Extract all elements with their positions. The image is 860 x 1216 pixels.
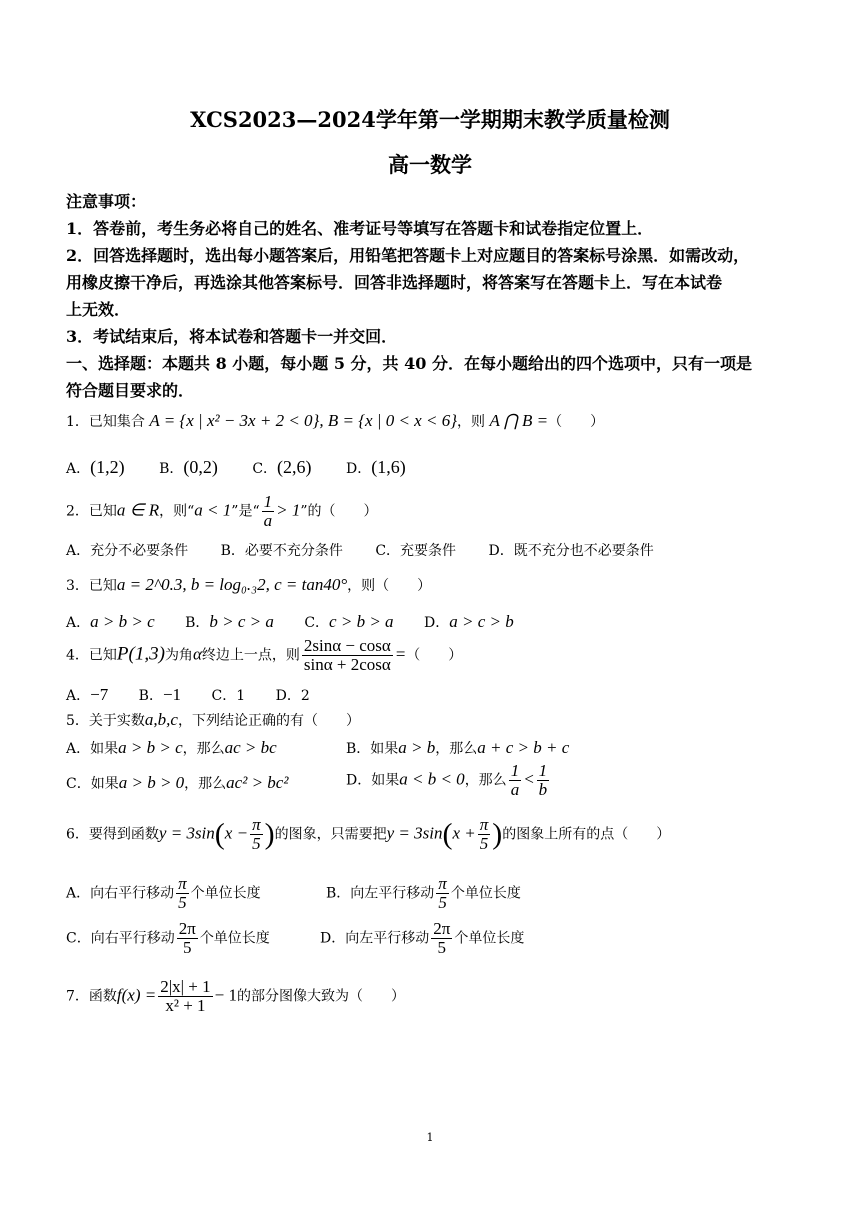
notice-heading: 注意事项：	[66, 192, 147, 211]
exam-title: XCS2023—2024学年第一学期期末教学质量检测	[190, 107, 670, 132]
q6-option-b: B．向左平行移动 $\frac{\pi}{5}$ 个单位长度	[326, 874, 521, 912]
q4-point: P(1,3)	[116, 643, 165, 665]
q1-prefix: 1．已知集合	[66, 414, 145, 430]
page-number: 1	[426, 1131, 434, 1144]
q4-option-b: B．−1	[138, 685, 182, 704]
q2-condition: a ∈ R	[116, 500, 160, 520]
q4-options	[66, 685, 310, 705]
q4-option-d: D．2	[275, 688, 310, 704]
q3-option-b: B．b > c > a	[185, 612, 274, 631]
q1-sets: A = {x | x² − 3x + 2 < 0}, B = {x | 0 < x < 6}	[149, 411, 458, 430]
notice-item-3: 3．考试结束后，将本试卷和答题卡一并交回．	[66, 327, 398, 346]
q4-fraction: $\frac{2\sin\alpha - \cos\alpha}{\sin\alpha + 2\cos\alpha}$	[303, 636, 391, 674]
q2-option-a: A．充分不必要条件	[66, 543, 189, 559]
q5-option-d: D．如果a < b < 0，那么 $\frac{1}{a}$ < $\frac{1}{b}$	[346, 761, 548, 799]
section-1-heading-cont: 符合题目要求的．	[66, 381, 195, 400]
q1-option-a: A．(1,2)	[66, 457, 125, 477]
q2-options	[66, 540, 654, 560]
q2-p: a < 1	[194, 500, 232, 520]
q3-option-d: D．a > c > b	[424, 612, 514, 631]
q1-option-b: B．(0,2)	[159, 457, 218, 477]
q1-paren: （ ）	[548, 414, 605, 430]
notice-item-1: 1．答卷前，考生务必将自己的姓名、准考证号等填写在答题卡和试卷指定位置上．	[66, 219, 654, 238]
q6-option-a: A．向右平行移动 $\frac{\pi}{5}$ 个单位长度	[66, 874, 261, 912]
q2-option-d: D．既不充分也不必要条件	[488, 543, 654, 559]
question-1	[66, 411, 604, 431]
q1-option-c: C．(2,6)	[252, 457, 312, 477]
section-1-heading: 一、选择题：本题共 8 小题，每小题 5 分，共 40 分．在每小题给出的四个选项中，只有一项是	[66, 354, 752, 373]
q1-option-d: D．(1,6)	[346, 457, 406, 477]
q2-option-b: B．必要不充分条件	[220, 543, 343, 559]
q4-option-c: C．1	[211, 688, 246, 704]
q3-option-c: C．c > b > a	[304, 612, 394, 631]
q2-fraction: $\frac{1}{a}$	[263, 492, 273, 530]
question-5: 5．关于实数a,b,c，下列结论正确的有（ ）	[66, 710, 360, 729]
question-2: 2．已知a ∈ R，则“a < 1”是“ $\frac{1}{a}$ > 1”的（ ）	[66, 492, 378, 530]
question-3: 3．已知a = 2^0.3, b = log₀.₃2, c = tan40°，则（ ）	[66, 575, 432, 594]
notice-item-2-line-1: 2．回答选择题时，选出每小题答案后，用铅笔把答题卡上对应题目的答案标号涂黑．如需改动，	[66, 246, 750, 265]
notice-item-2-line-3: 上无效．	[66, 300, 131, 319]
question-7: 7．函数f(x) = $\frac{2|x| + 1}{\text{x² + 1}}$ − 1的部分图像大致为（ ）	[66, 977, 405, 1015]
q6-option-c: C．向右平行移动 $\frac{2\pi}{5}$ 个单位长度	[66, 919, 270, 957]
q1-options	[66, 457, 406, 478]
question-4: 4．已知P(1,3)为角α终边上一点，则 $\frac{2\sin\alpha - \cos\alpha}{\sin\alpha + 2\cos\alpha}$ =（ ）	[66, 636, 463, 674]
q4-option-a: A．−7	[66, 685, 109, 704]
q6-option-d: D．向左平行移动 $\frac{2\pi}{5}$ 个单位长度	[320, 919, 525, 957]
q2-option-c: C．充要条件	[375, 543, 457, 559]
q3-options	[66, 612, 514, 632]
q1-ask: A ⋂ B =	[489, 411, 549, 430]
q5-option-a: A．如果a > b > c，那么ac > bc	[66, 738, 277, 757]
exam-subtitle: 高一数学	[388, 152, 472, 177]
q5-option-b: B．如果a > b，那么a + c > b + c	[346, 738, 570, 757]
question-6: 6．要得到函数y = 3sin(x − $\frac{\pi}{5}$ )的图象，只需要把y = 3sin(x + $\frac{\pi}{5}$ )的图象上所有的点（ ）	[66, 815, 671, 853]
q3-definitions: a = 2^0.3, b = log₀.₃2, c = tan40°	[116, 575, 348, 594]
q1-suffix: ，则	[457, 414, 486, 430]
notice-item-2-line-2: 用橡皮擦干净后，再选涂其他答案标号．回答非选择题时，将答案写在答题卡上．写在本试卷	[66, 273, 723, 292]
q3-option-a: A．a > b > c	[66, 612, 155, 631]
q5-option-c: C．如果a > b > 0，那么ac² > bc²	[66, 773, 289, 792]
